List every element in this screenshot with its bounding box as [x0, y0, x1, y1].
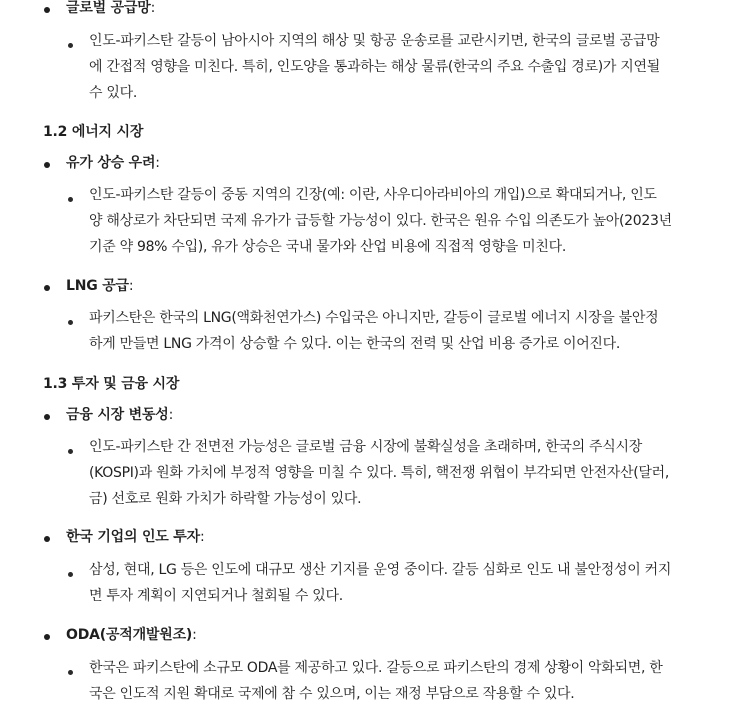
bullet-dot: [44, 162, 50, 168]
bullet-dot: [44, 414, 50, 420]
sub-bullet-dot: [68, 197, 73, 202]
bullet-dot: [44, 634, 50, 640]
heading-finance-market: 1.3 투자 및 금융 시장: [43, 376, 180, 392]
bullet-label-finance-volatility: 금융 시장 변동성:: [66, 407, 174, 423]
text-line: 인도-파키스탄 갈등이 남아시아 지역의 해상 및 항공 운송로를 교란시키면, 한국의 글로벌 공급망: [89, 33, 660, 49]
sub-bullet-dot: [68, 670, 73, 675]
bullet-dot: [44, 536, 50, 542]
text-line: 파키스탄은 한국의 LNG(액화천연가스) 수입국은 아니지만, 갈등이 글로벌 에너지 시장을 불안정: [89, 310, 659, 326]
text-line: 한국은 파키스탄에 소규모 ODA를 제공하고 있다. 갈등으로 파키스탄의 경제 상황이 악화되면, 한: [89, 660, 663, 676]
bullet-label-global-supply: 글로벌 공급망:: [66, 0, 156, 16]
sub-bullet-dot: [68, 320, 73, 325]
paragraph-global-supply: [89, 28, 711, 106]
bullet-label-oda: ODA(공적개발원조):: [66, 627, 197, 643]
sub-bullet-dot: [68, 449, 73, 454]
text-line: 인도-파키스탄 간 전면전 가능성은 글로벌 금융 시장에 불확실성을 초래하며, 한국의 주식시장: [89, 439, 642, 455]
paragraph-finance-volatility: [89, 434, 711, 512]
paragraph-oda: [89, 655, 711, 707]
text-line: 하게 만들면 LNG 가격이 상승할 수 있다. 이는 한국의 전력 및 산업 비용 증가로 이어진다.: [89, 336, 621, 352]
text-line: 면 투자 계획이 지연되거나 철회될 수 있다.: [89, 588, 343, 604]
bullet-label-lng: LNG 공급:: [66, 278, 134, 294]
text-line: 양 해상로가 차단되면 국제 유가가 급등할 가능성이 있다. 한국은 원유 수입 의존도가 높아(2023년: [89, 213, 672, 229]
sub-bullet-dot: [68, 43, 73, 48]
bullet-dot: [44, 285, 50, 291]
paragraph-korea-investment: [89, 557, 711, 609]
sub-bullet-dot: [68, 572, 73, 577]
paragraph-lng: [89, 305, 711, 357]
text-line: 국은 인도적 지원 확대로 국제에 참 수 있으며, 이는 재정 부담으로 작용할 수 있다.: [89, 686, 575, 702]
text-line: 금) 선호로 원화 가치가 하락할 가능성이 있다.: [89, 491, 362, 507]
text-line: 기준 약 98% 수입), 유가 상승은 국내 물가와 산업 비용에 직접적 영향을 미친다.: [89, 239, 566, 255]
text-line: 에 간접적 영향을 미친다. 특히, 인도양을 통과하는 해상 물류(한국의 주요 수출입 경로)가 지연될: [89, 59, 660, 75]
bullet-label-korea-investment: 한국 기업의 인도 투자:: [66, 529, 205, 545]
paragraph-oil-price: [89, 182, 711, 260]
bullet-label-oil-price: 유가 상승 우려:: [66, 155, 160, 171]
text-line: 수 있다.: [89, 85, 137, 101]
text-line: (KOSPI)과 원화 가치에 부정적 영향을 미칠 수 있다. 특히, 핵전쟁 위협이 부각되면 안전자산(달러,: [89, 465, 669, 481]
text-line: 삼성, 현대, LG 등은 인도에 대규모 생산 기지를 운영 중이다. 갈등 심화로 인도 내 불안정성이 커지: [89, 562, 672, 578]
text-line: 인도-파키스탄 갈등이 중동 지역의 긴장(예: 이란, 사우디아라비아의 개입)으로 확대되거나, 인도: [89, 187, 657, 203]
heading-energy-market: 1.2 에너지 시장: [43, 124, 144, 140]
bullet-dot: [44, 7, 50, 13]
